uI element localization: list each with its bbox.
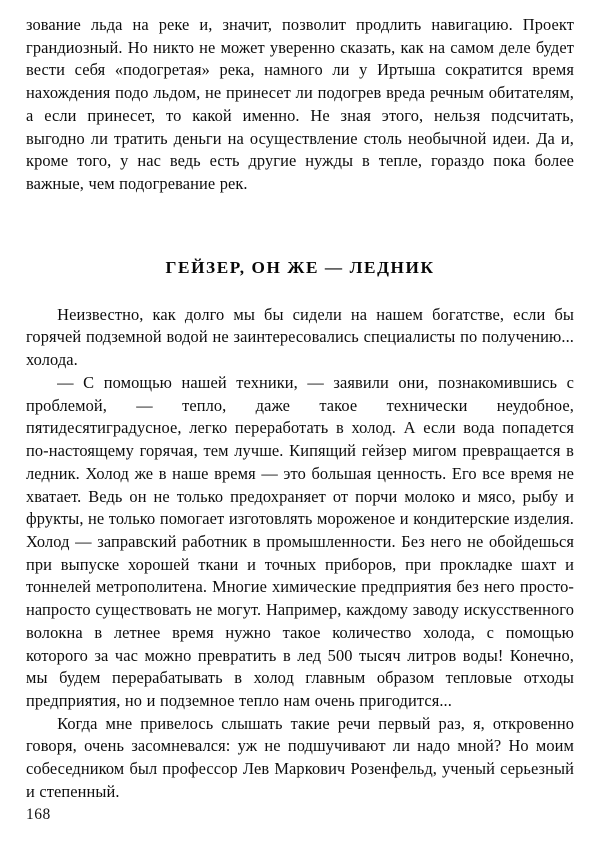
continued-paragraph: зование льда на реке и, значит, позволит продлить навигацию. Проект грандиозный. Но никто не может уверенно сказать, как на самом деле будет вести себя «подогретая» река, намного ли у Иртыша сократится время нахождения подо льдом, не принесет ли подогрев вреда речным обитателям, а если принесет, то какой именно. Не зная этого, нельзя подсчитать, выгодно ли тратить деньги на осуществление столь необычной идеи. Да и, кроме того, у нас ведь есть другие нужды в тепле, гораздо пока более важные, чем подогревание рек. [26,15,574,194]
page-number: 168 [26,806,51,823]
paragraph-1: Неизвестно, как долго мы бы сидели на нашем богатстве, если бы горячей подземной водой не заинтересовались специалисты по получению... холода. [26,304,574,370]
section-heading: ГЕЙЗЕР, ОН ЖЕ — ЛЕДНИК [165,257,435,277]
heading-spacer-top [26,196,574,258]
paragraph-3: Когда мне привелось слышать такие речи первый раз, я, откровенно говоря, очень засомневался: уж не подшучивают ли надо мной? Но моим собеседником был профессор Лев Маркович Розенфельд, ученый серьезный и степенный. [26,713,574,801]
paragraph-2: — С помощью нашей техники, — заявили они, познакомившись с проблемой, — тепло, даже такое технически неудобное, пятидесятиградусное, легко переработать в холод. А если вода попадется по-настоящему горячая, тем лучше. Кипящий гейзер мигом превращается в ледник. Холод же в наше время — это большая ценность. Его все время не хватает. Ведь он не только предохраняет от порчи молоко и мясо, рыбу и фрукты, не только помогает изготовлять мороженое и кондитерские изделия. Холод — заправский работник в промышленности. Без него не обойдешься при выпуске хорошей ткани и точных приборов, при прокладке шахт и тоннелей метрополитена. Многие химические предприятия без него просто-напросто существовать не могут. Например, каждому заводу искусственного волокна в летнее время нужно такое количество холода, с помощью которого за час можно превратить в лед 500 тысяч литров воды! Конечно, мы будем перерабатывать в холод главным образом тепловые отходы предприятия, но и подземное тепло нам очень пригодится... [26,372,574,710]
heading-spacer-bottom [26,278,574,304]
